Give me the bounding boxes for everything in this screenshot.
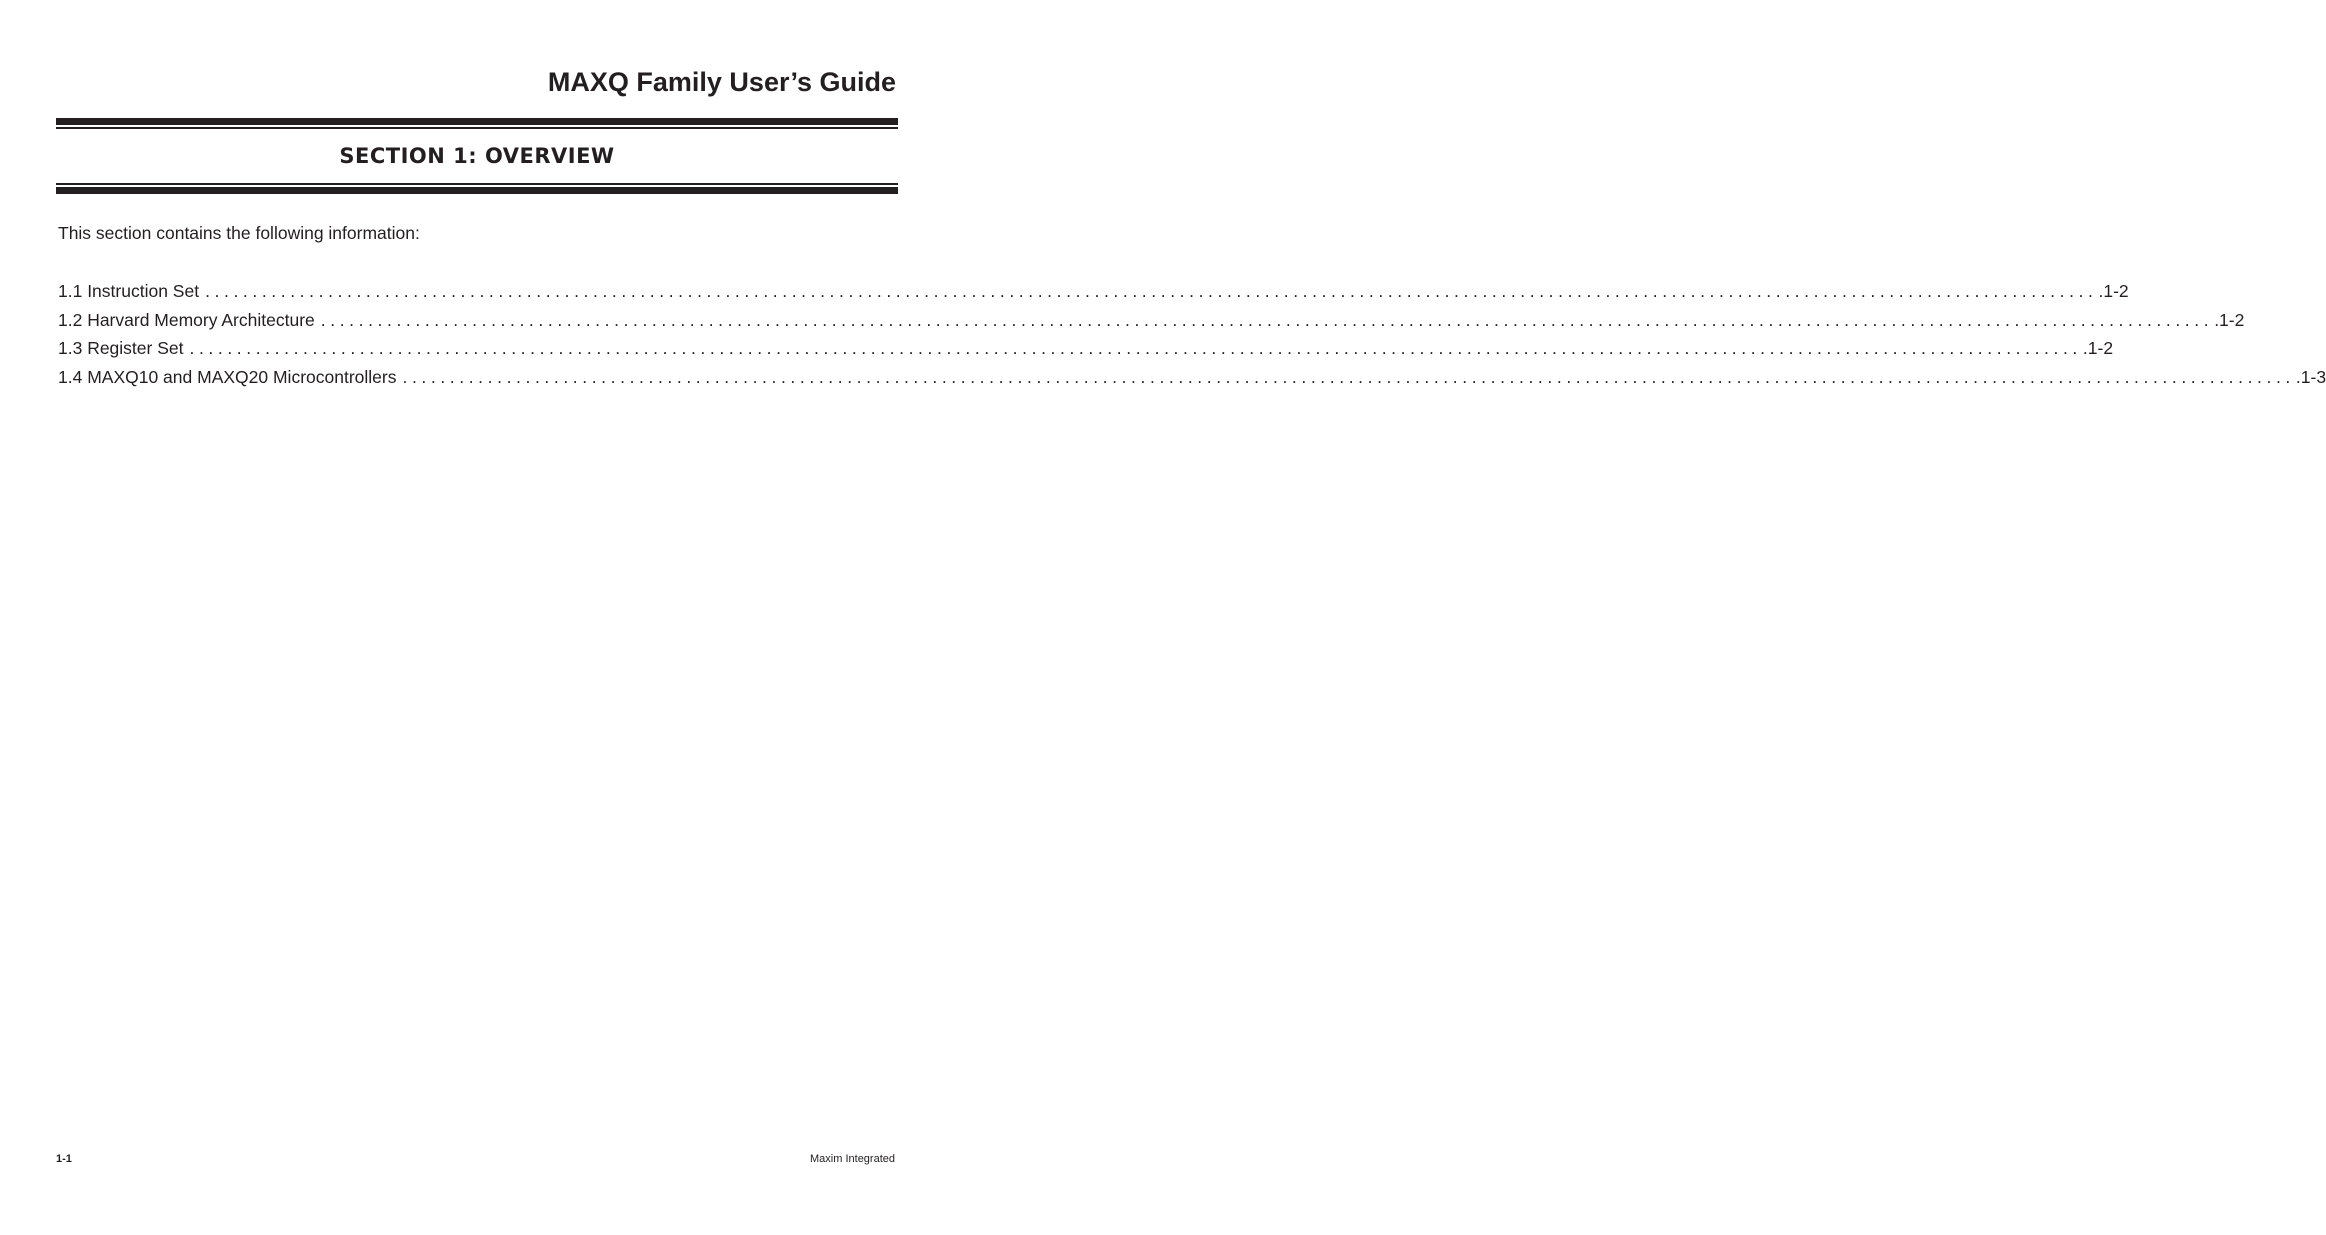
toc-entry-label: 1.1 Instruction Set xyxy=(58,280,205,302)
top-thick-rule xyxy=(56,118,898,125)
toc-dot-leader: ........................................................................................................................................................................................................ xyxy=(189,338,2082,359)
toc-dot-leader: ........................................................................................................................................................................................................ xyxy=(205,281,2098,301)
toc-entry-instruction-set[interactable] xyxy=(58,280,2129,309)
toc-entry-label: 1.2 Harvard Memory Architecture xyxy=(58,309,321,331)
bottom-thick-rule xyxy=(56,187,898,194)
document-title: MAXQ Family User’s Guide xyxy=(547,67,896,97)
toc-entry-maxq10-maxq20-microcontrollers[interactable] xyxy=(58,366,2326,395)
table-of-contents xyxy=(58,280,2326,395)
toc-dot-leader: ........................................................................................................................................................................................................ xyxy=(320,309,2214,330)
section-intro: This section contains the following information: xyxy=(58,223,420,243)
footer-page-number: 1-1 xyxy=(56,1153,72,1165)
toc-dot-leader: ........................................................................................................................................................................................................ xyxy=(402,367,2295,388)
toc-entry-label: 1.4 MAXQ10 and MAXQ20 Microcontrollers xyxy=(58,366,402,388)
footer-company: Maxim Integrated xyxy=(810,1153,895,1165)
toc-entry-page: .1-2 xyxy=(2082,338,2114,359)
toc-entry-page: .1-3 xyxy=(2295,367,2326,388)
section-heading: SECTION 1: OVERVIEW xyxy=(339,144,615,168)
toc-entry-page: .1-2 xyxy=(2214,309,2245,330)
toc-entry-label: 1.3 Register Set xyxy=(58,337,189,359)
toc-entry-register-set[interactable] xyxy=(58,337,2114,366)
toc-entry-page: .1-2 xyxy=(2098,281,2129,301)
toc-entry-harvard-memory-architecture[interactable] xyxy=(58,309,2245,338)
top-thin-rule xyxy=(56,127,898,129)
bottom-thin-rule xyxy=(56,183,898,185)
